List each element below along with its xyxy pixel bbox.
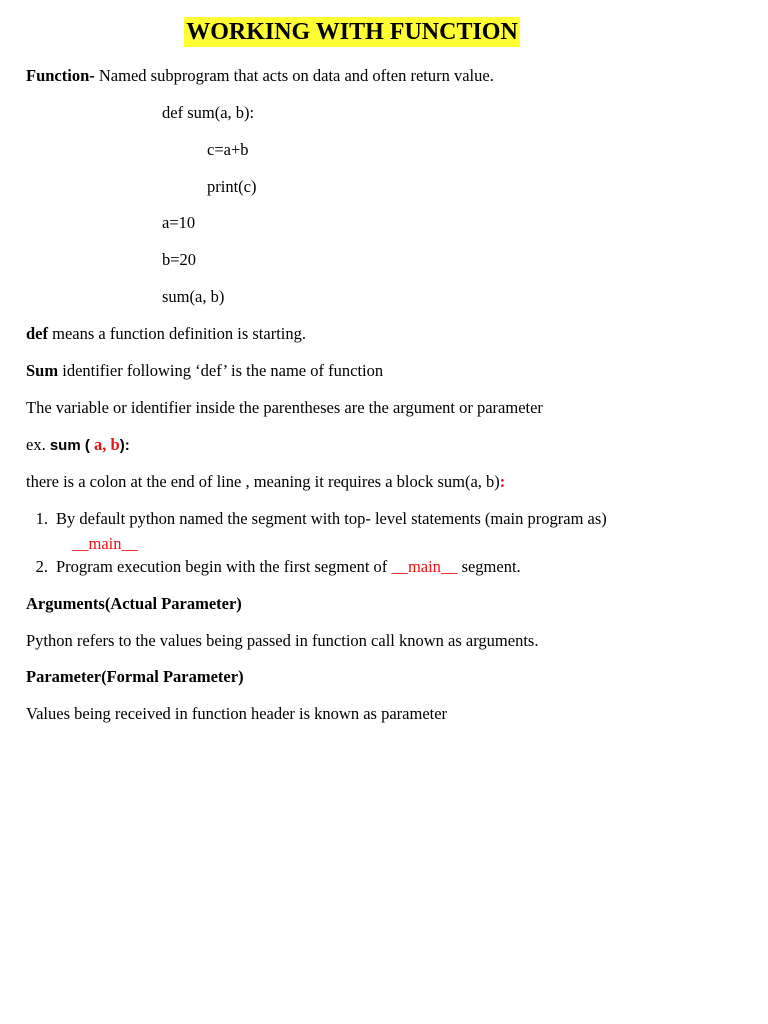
sum-description: identifier following ‘def’ is the name of function [58,361,384,380]
arguments-heading: Arguments(Actual Parameter) [26,594,242,613]
page-title: WORKING WITH FUNCTION [186,19,518,45]
list-item-main-inline: __main__ [391,557,458,576]
code-line-def: def sum(a, b): [162,103,255,122]
function-description: Named subprogram that acts on data and often return value. [94,66,494,85]
def-term: def [26,324,48,343]
colon-text: there is a colon at the end of line , meaning it requires a block sum(a, b) [26,472,500,491]
parameter-text: Values being received in function header is known as parameter [26,704,448,723]
list-item-text: By default python named the segment with top- level statements (main program as) [56,509,607,528]
code-line-b: b=20 [162,250,197,269]
list-number: 1. [35,509,48,528]
list-item [28,509,607,529]
function-definition [26,66,494,86]
code-line-print: print(c) [207,177,257,196]
colon-mark: : [499,472,506,491]
list-item [28,557,521,577]
code-line-a: a=10 [162,213,196,232]
example-line [26,435,130,456]
code-line-assign: c=a+b [207,140,249,159]
colon-explanation [26,472,505,492]
example-close: ): [119,437,130,454]
example-open: sum ( [49,437,95,454]
def-description: means a function definition is starting. [48,324,306,343]
list-number: 2. [35,557,48,576]
parameter-heading: Parameter(Formal Parameter) [26,667,244,686]
example-prefix: ex. [26,435,50,454]
list-item-text: Program execution begin with the first segment of [56,557,392,576]
code-line-call: sum(a, b) [162,287,225,306]
title-container [0,17,704,47]
arguments-text: Python refers to the values being passed in function call known as arguments. [26,631,539,650]
def-explanation [26,324,306,344]
variable-explanation: The variable or identifier inside the parentheses are the argument or parameter [26,398,543,417]
list-item-main: __main__ [72,534,138,553]
sum-explanation [26,361,383,381]
sum-term: Sum [26,361,59,380]
example-args: a, b [94,435,120,454]
function-term: Function- [26,66,95,85]
list-item-end: segment. [457,557,521,576]
